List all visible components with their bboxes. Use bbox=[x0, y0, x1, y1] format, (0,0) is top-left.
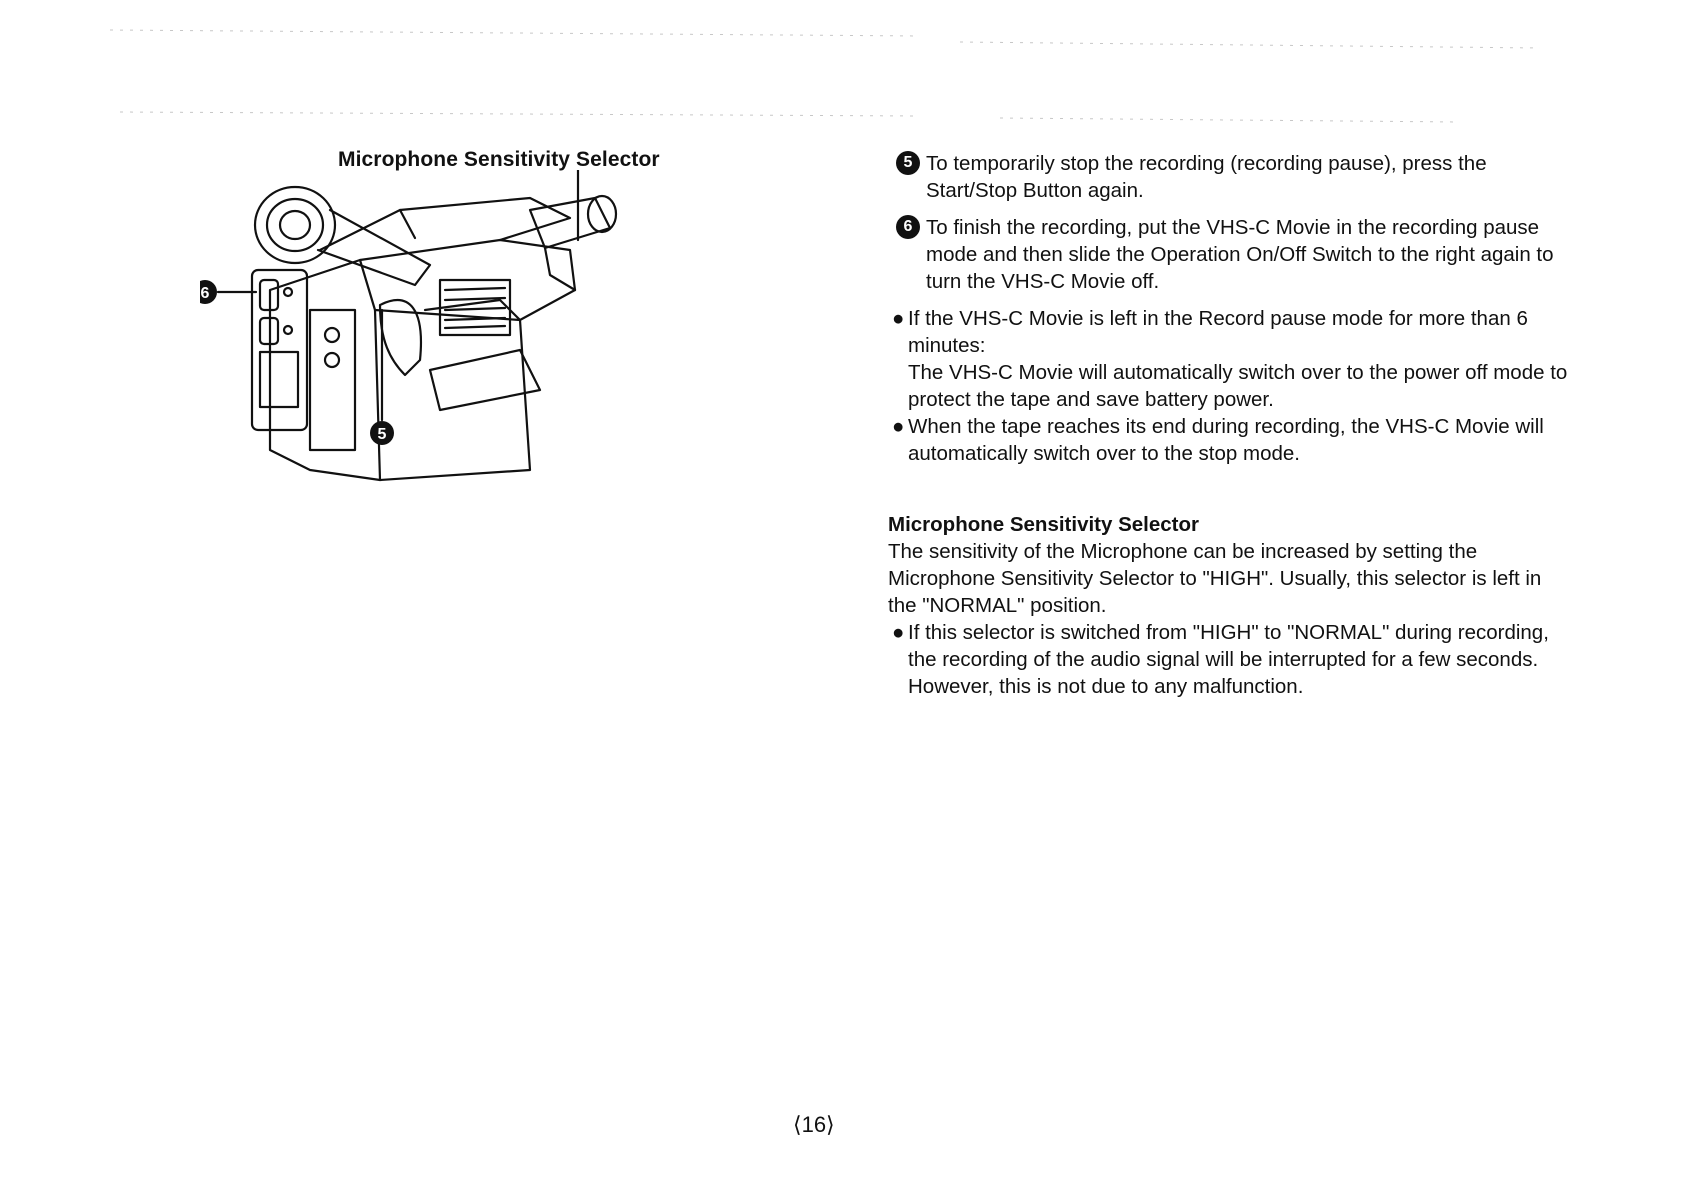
callout-5-label: 5 bbox=[377, 426, 387, 443]
note-text: If the VHS-C Movie is left in the Record pause mode for more than 6 minutes: bbox=[908, 307, 1528, 357]
bullet-dot: ● bbox=[892, 621, 905, 644]
instructions-column bbox=[888, 150, 1568, 700]
scan-noise bbox=[0, 0, 1683, 140]
note-tape-end bbox=[888, 413, 1568, 467]
step-number-badge: 6 bbox=[896, 215, 920, 239]
bullet-dot: ● bbox=[892, 415, 905, 438]
step-text: To finish the recording, put the VHS-C Movie in the recording pause mode and then slide the Operation On/Off Switch to the right again to turn the VHS-C Movie off. bbox=[926, 216, 1554, 293]
page-number: ⟨16⟩ bbox=[793, 1112, 835, 1137]
camcorder-illustration bbox=[200, 170, 700, 510]
note-record-pause bbox=[888, 305, 1568, 413]
step-text: To temporarily stop the recording (recording pause), press the Start/Stop Button again. bbox=[926, 152, 1487, 202]
section-heading: Microphone Sensitivity Selector bbox=[888, 513, 1199, 536]
callout-6-label: 6 bbox=[200, 285, 210, 302]
note-text: When the tape reaches its end during recording, the VHS-C Movie will automatically switch over to the stop mode. bbox=[908, 415, 1544, 465]
step-6 bbox=[888, 214, 1568, 295]
figure-caption: Microphone Sensitivity Selector bbox=[338, 148, 660, 171]
note-mic-switch bbox=[888, 619, 1568, 700]
step-number-badge: 5 bbox=[896, 151, 920, 175]
note-detail: The VHS-C Movie will automatically switch over to the power off mode to protect the tape and save battery power. bbox=[908, 361, 1568, 411]
bullet-dot: ● bbox=[892, 307, 905, 330]
step-5 bbox=[888, 150, 1568, 204]
note-text: If this selector is switched from "HIGH" to "NORMAL" during recording, the recording of the audio signal will be interrupted for a few seconds. However, this is not due to any malfunction. bbox=[908, 621, 1549, 698]
section-body: The sensitivity of the Microphone can be increased by setting the Microphone Sensitivity Selector to "HIGH". Usually, this selector is left in the "NORMAL" position. bbox=[888, 540, 1542, 617]
